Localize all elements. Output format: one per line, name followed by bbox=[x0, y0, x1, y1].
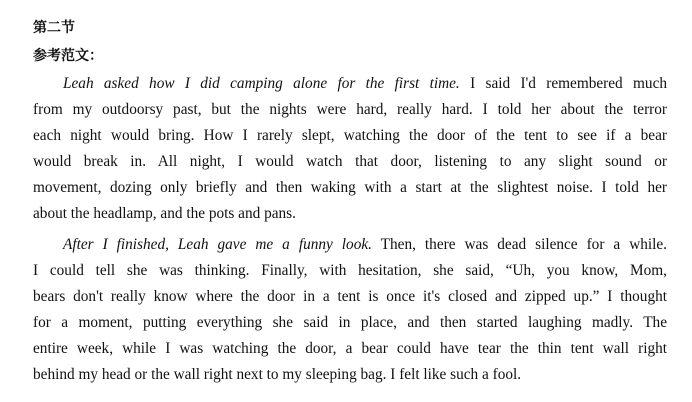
paragraph-2-opening-sentence: After I finished, Leah gave me a funny look. bbox=[63, 236, 372, 253]
section-title: 第二节 bbox=[33, 20, 75, 36]
paragraph-2-line-2: I could tell she was thinking. Finally, with hesitation, she said, “Uh, you know, Mom, bbox=[33, 262, 667, 279]
paragraph-1-opening-sentence: Leah asked how I did camping alone for the first time. bbox=[63, 75, 460, 92]
paragraph-1-line-2: from my outdoorsy past, but the nights were hard, really hard. I told her about the terror bbox=[33, 101, 667, 118]
paragraph-1-line-1-text: I said I'd remembered much bbox=[459, 75, 668, 92]
paragraph-1-line-1 bbox=[63, 74, 667, 94]
paragraph-1-line-5: movement, dozing only briefly and then waking with a start at the slightest noise. I told her bbox=[33, 179, 667, 196]
paragraph-2-line-3: bears don't really know where the door in a tent is once it's closed and zipped up.” I thought bbox=[33, 288, 667, 305]
paragraph-1-line-6: about the headlamp, and the pots and pans. bbox=[33, 205, 296, 222]
paragraph-2-line-1 bbox=[63, 235, 667, 255]
paragraph-2-line-4: for a moment, putting everything she said in place, and then started laughing madly. The bbox=[33, 314, 667, 331]
paragraph-2-line-1-text: Then, there was dead silence for a while. bbox=[371, 236, 668, 253]
paragraph-1-line-4: would break in. All night, I would watch that door, listening to any slight sound or bbox=[33, 153, 667, 170]
paragraph-2-line-5: entire week, while I was watching the door, a bear could have tear the thin tent wall right bbox=[33, 340, 667, 357]
paragraph-1-line-3: each night would bring. How I rarely slept, watching the door of the tent to see if a bear bbox=[33, 127, 667, 144]
paragraph-2-line-6: behind my head or the wall right next to my sleeping bag. I felt like such a fool. bbox=[33, 366, 522, 383]
sample-essay-label: 参考范文： bbox=[33, 48, 103, 64]
